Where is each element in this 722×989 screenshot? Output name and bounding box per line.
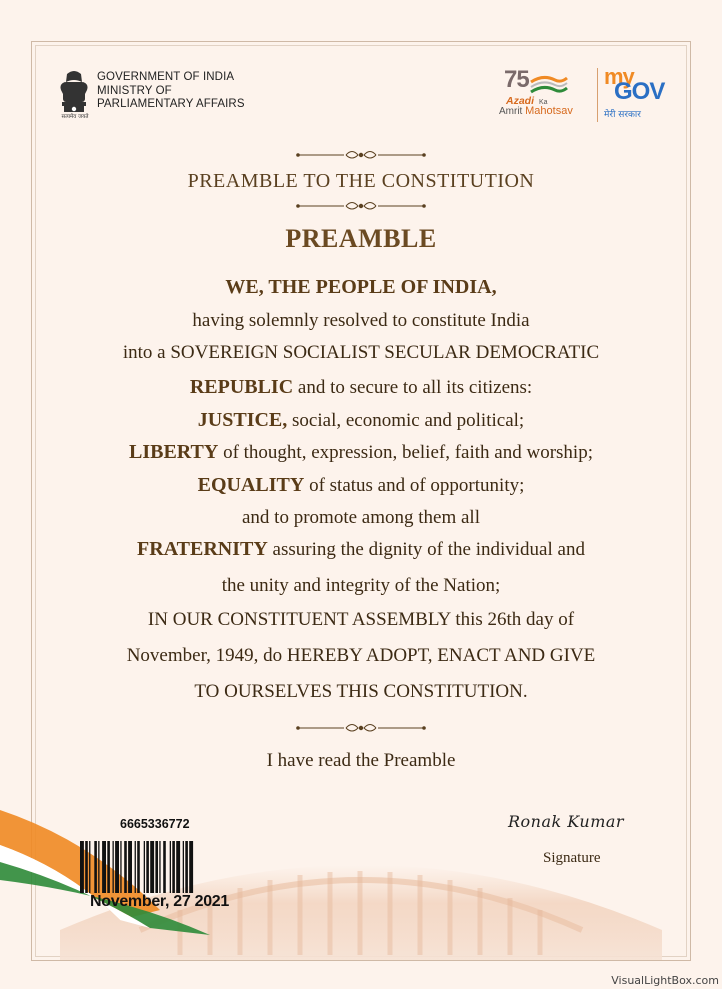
barcode-bar [183, 841, 184, 893]
barcode-bar [155, 841, 158, 893]
barcode-bar [107, 841, 110, 893]
preamble-line-6: LIBERTY of thought, expression, belief, faith and worship; [129, 441, 593, 463]
preamble-line-5: JUSTICE, social, economic and political; [197, 409, 525, 431]
preamble-line-10: the unity and integrity of the Nation; [221, 575, 501, 596]
barcode-bar [98, 841, 99, 893]
barcode-bar [80, 841, 84, 893]
barcode-bar [85, 841, 88, 893]
ornament-divider-icon [296, 722, 426, 734]
govt-line-3: PARLIAMENTARY AFFAIRS [97, 98, 245, 110]
barcode-bar [135, 841, 136, 893]
barcode-bar [102, 841, 106, 893]
azadi-75: 75 [504, 66, 529, 93]
barcode-bar [94, 841, 97, 893]
barcode-bar [189, 841, 193, 893]
barcode-bar [176, 841, 180, 893]
barcode-bar [137, 841, 140, 893]
mygov-gov: GOV [614, 78, 665, 105]
preamble-line-13: TO OURSELVES THIS CONSTITUTION. [194, 681, 528, 702]
certificate-date: November, 27 2021 [90, 893, 229, 910]
ka-word: Ka [539, 99, 548, 106]
barcode-bar [120, 841, 121, 893]
watermark: VisualLightBox.com [611, 974, 719, 987]
flag-wave-icon [529, 74, 569, 96]
govt-line-2: MINISTRY OF [97, 84, 172, 97]
govt-line-1: GOVERNMENT OF INDIA [97, 71, 235, 83]
preamble-line-11: IN OUR CONSTITUENT ASSEMBLY this 26th day of [147, 609, 575, 630]
preamble-line-12: November, 1949, do HEREBY ADOPT, ENACT AND GIVE [126, 645, 596, 666]
barcode-bar [113, 841, 114, 893]
barcode-bar [159, 841, 160, 893]
preamble-line-9: FRATERNITY assuring the dignity of the individual and [137, 538, 585, 560]
barcode-bar [185, 841, 188, 893]
preamble-line-7: EQUALITY of status and of opportunity; [197, 474, 525, 496]
barcode-bar [170, 841, 171, 893]
signature-name: Ronak Kumar [508, 812, 625, 831]
preamble-line-3: into a SOVEREIGN SOCIALIST SECULAR DEMOCRATIC [122, 342, 600, 363]
barcode-bar [172, 841, 175, 893]
barcode-bar [146, 841, 149, 893]
mygov-logo [604, 64, 674, 124]
preamble-line-8: and to promote among them all [242, 507, 480, 528]
azadi-ka-amrit-mahotsav-logo [497, 66, 597, 124]
ornament-divider-icon [296, 149, 426, 161]
preamble-line-1: WE, THE PEOPLE OF INDIA, [225, 276, 497, 298]
barcode-bar [124, 841, 127, 893]
barcode [80, 841, 262, 893]
amrit-mahotsav-words: Amrit Mahotsav [499, 105, 573, 117]
azadi-word: Azadi [506, 95, 535, 107]
barcode-bar [128, 841, 132, 893]
barcode-bar [115, 841, 119, 893]
mygov-my: my [604, 64, 634, 89]
barcode-bar [89, 841, 90, 893]
barcode-bar [150, 841, 154, 893]
preamble-line-2: having solemnly resolved to constitute India [192, 310, 530, 331]
read-statement: I have read the Preamble [266, 750, 456, 771]
document-title: PREAMBLE TO THE CONSTITUTION [187, 170, 535, 192]
mygov-tagline: मेरी सरकार [604, 110, 641, 120]
barcode-bar [144, 841, 145, 893]
phone-number: 6665336772 [120, 817, 190, 831]
barcode-bar [163, 841, 166, 893]
preamble-heading: PREAMBLE [285, 224, 437, 253]
logo-separator [597, 68, 598, 122]
preamble-line-4: REPUBLIC and to secure to all its citizens: [189, 376, 533, 398]
ornament-divider-icon [296, 200, 426, 212]
signature-label: Signature [543, 850, 601, 866]
emblem-caption: सत्यमेव जयते [61, 114, 89, 120]
